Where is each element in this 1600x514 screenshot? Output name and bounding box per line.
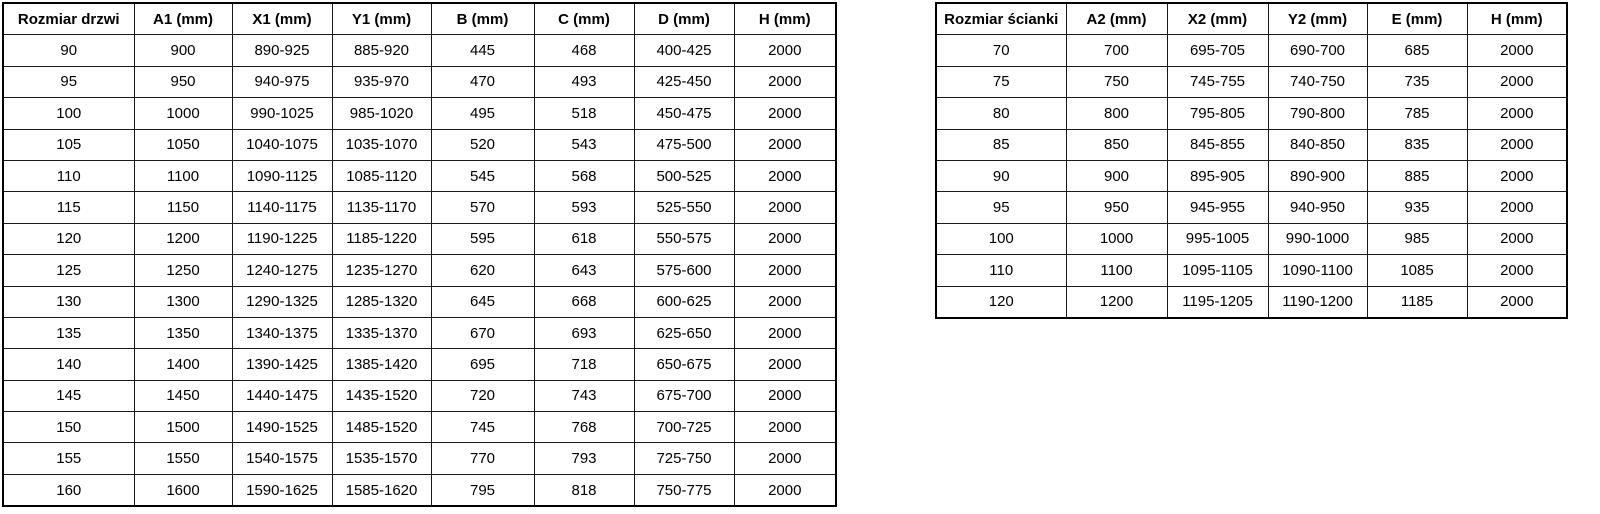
- table-cell: 500-525: [634, 160, 734, 191]
- table-cell: 945-955: [1167, 192, 1268, 223]
- table-cell: 845-855: [1167, 129, 1268, 160]
- table-cell: 1450: [134, 380, 232, 411]
- table-cell: 110: [936, 255, 1066, 286]
- table-cell: 2000: [1467, 35, 1567, 66]
- table-cell: 2000: [734, 349, 836, 380]
- table-row: [3, 66, 836, 97]
- table-cell: 818: [534, 474, 634, 506]
- table-cell: 890-900: [1268, 160, 1367, 191]
- table-cell: 935: [1367, 192, 1467, 223]
- table-cell: 1000: [1066, 223, 1167, 254]
- table-cell: 425-450: [634, 66, 734, 97]
- table-cell: 593: [534, 192, 634, 223]
- table-cell: 1250: [134, 255, 232, 286]
- table-cell: 125: [3, 255, 134, 286]
- table-cell: 80: [936, 98, 1066, 129]
- table-cell: 130: [3, 286, 134, 317]
- table-cell: 1185: [1367, 286, 1467, 318]
- table-cell: 1150: [134, 192, 232, 223]
- column-header: A1 (mm): [134, 3, 232, 35]
- table-row: [936, 286, 1567, 318]
- table-cell: 2000: [734, 443, 836, 474]
- table-cell: 1440-1475: [232, 380, 332, 411]
- table-cell: 1135-1170: [332, 192, 431, 223]
- column-header: X2 (mm): [1167, 3, 1268, 35]
- table-cell: 900: [134, 35, 232, 66]
- table-cell: 520: [431, 129, 534, 160]
- table-cell: 950: [1066, 192, 1167, 223]
- table-cell: 1435-1520: [332, 380, 431, 411]
- table-cell: 493: [534, 66, 634, 97]
- table-cell: 2000: [1467, 129, 1567, 160]
- table-cell: 695-705: [1167, 35, 1268, 66]
- table-cell: 795-805: [1167, 98, 1268, 129]
- table-cell: 570: [431, 192, 534, 223]
- table-cell: 650-675: [634, 349, 734, 380]
- column-header: Y2 (mm): [1268, 3, 1367, 35]
- table-cell: 1285-1320: [332, 286, 431, 317]
- table-cell: 1400: [134, 349, 232, 380]
- table-cell: 2000: [1467, 98, 1567, 129]
- table-cell: 470: [431, 66, 534, 97]
- table-cell: 1290-1325: [232, 286, 332, 317]
- table-cell: 725-750: [634, 443, 734, 474]
- table-cell: 495: [431, 98, 534, 129]
- table-cell: 670: [431, 317, 534, 348]
- table-cell: 768: [534, 412, 634, 443]
- table-cell: 985-1020: [332, 98, 431, 129]
- table-cell: 550-575: [634, 223, 734, 254]
- table-cell: 110: [3, 160, 134, 191]
- table-row: [3, 255, 836, 286]
- table-cell: 1390-1425: [232, 349, 332, 380]
- column-header: D (mm): [634, 3, 734, 35]
- table-cell: 1550: [134, 443, 232, 474]
- table-cell: 1490-1525: [232, 412, 332, 443]
- table-cell: 1185-1220: [332, 223, 431, 254]
- table-row: [3, 129, 836, 160]
- door-dimensions-table: [2, 2, 837, 507]
- table-cell: 150: [3, 412, 134, 443]
- table-cell: 1090-1100: [1268, 255, 1367, 286]
- table-cell: 1235-1270: [332, 255, 431, 286]
- table-row: [3, 443, 836, 474]
- table-cell: 1340-1375: [232, 317, 332, 348]
- table-cell: 1500: [134, 412, 232, 443]
- table-cell: 2000: [1467, 223, 1567, 254]
- table-row: [3, 192, 836, 223]
- table-cell: 600-625: [634, 286, 734, 317]
- table-cell: 695: [431, 349, 534, 380]
- table-cell: 785: [1367, 98, 1467, 129]
- table-cell: 885-920: [332, 35, 431, 66]
- table-cell: 575-600: [634, 255, 734, 286]
- table-cell: 1050: [134, 129, 232, 160]
- table-cell: 90: [3, 35, 134, 66]
- table-cell: 85: [936, 129, 1066, 160]
- table-cell: 693: [534, 317, 634, 348]
- table-cell: 115: [3, 192, 134, 223]
- table-cell: 1190-1225: [232, 223, 332, 254]
- table-row: [936, 223, 1567, 254]
- table-cell: 800: [1066, 98, 1167, 129]
- table-cell: 1085-1120: [332, 160, 431, 191]
- table-cell: 2000: [734, 380, 836, 411]
- table-cell: 1085: [1367, 255, 1467, 286]
- table-cell: 2000: [734, 474, 836, 506]
- table-cell: 718: [534, 349, 634, 380]
- table-cell: 2000: [734, 223, 836, 254]
- table-cell: 1200: [1066, 286, 1167, 318]
- table-cell: 75: [936, 66, 1066, 97]
- header-row: [936, 3, 1567, 35]
- table-cell: 1240-1275: [232, 255, 332, 286]
- table-cell: 400-425: [634, 35, 734, 66]
- table-cell: 2000: [1467, 160, 1567, 191]
- table-cell: 2000: [1467, 66, 1567, 97]
- table-cell: 1335-1370: [332, 317, 431, 348]
- table-cell: 995-1005: [1167, 223, 1268, 254]
- table-cell: 750: [1066, 66, 1167, 97]
- table-cell: 1485-1520: [332, 412, 431, 443]
- table-cell: 2000: [734, 35, 836, 66]
- table-cell: 1385-1420: [332, 349, 431, 380]
- table-cell: 685: [1367, 35, 1467, 66]
- table-row: [3, 380, 836, 411]
- table-cell: 940-975: [232, 66, 332, 97]
- table-cell: 645: [431, 286, 534, 317]
- table-cell: 890-925: [232, 35, 332, 66]
- table-cell: 675-700: [634, 380, 734, 411]
- table-cell: 2000: [734, 160, 836, 191]
- table-cell: 450-475: [634, 98, 734, 129]
- table-cell: 1040-1075: [232, 129, 332, 160]
- table-cell: 2000: [734, 98, 836, 129]
- table-cell: 105: [3, 129, 134, 160]
- table-cell: 2000: [1467, 286, 1567, 318]
- column-header: H (mm): [1467, 3, 1567, 35]
- table-cell: 793: [534, 443, 634, 474]
- table-row: [936, 160, 1567, 191]
- table-row: [3, 412, 836, 443]
- table-cell: 740-750: [1268, 66, 1367, 97]
- table-cell: 1140-1175: [232, 192, 332, 223]
- table-cell: 1000: [134, 98, 232, 129]
- table-row: [3, 98, 836, 129]
- table-cell: 2000: [1467, 192, 1567, 223]
- table-cell: 543: [534, 129, 634, 160]
- table-cell: 745-755: [1167, 66, 1268, 97]
- table-cell: 885: [1367, 160, 1467, 191]
- table-cell: 900: [1066, 160, 1167, 191]
- table-cell: 895-905: [1167, 160, 1268, 191]
- table-cell: 735: [1367, 66, 1467, 97]
- column-header: Rozmiar ścianki: [936, 3, 1066, 35]
- table-cell: 835: [1367, 129, 1467, 160]
- table-cell: 1190-1200: [1268, 286, 1367, 318]
- table-cell: 70: [936, 35, 1066, 66]
- table-cell: 1095-1105: [1167, 255, 1268, 286]
- table-cell: 595: [431, 223, 534, 254]
- table-cell: 1195-1205: [1167, 286, 1268, 318]
- table-cell: 1100: [134, 160, 232, 191]
- table-cell: 2000: [734, 317, 836, 348]
- table-cell: 1585-1620: [332, 474, 431, 506]
- table-cell: 120: [936, 286, 1066, 318]
- column-header: B (mm): [431, 3, 534, 35]
- table-cell: 2000: [734, 286, 836, 317]
- table-cell: 140: [3, 349, 134, 380]
- table-row: [3, 349, 836, 380]
- table-cell: 1200: [134, 223, 232, 254]
- table-cell: 643: [534, 255, 634, 286]
- table-cell: 1100: [1066, 255, 1167, 286]
- table-cell: 990-1000: [1268, 223, 1367, 254]
- table-row: [936, 192, 1567, 223]
- table-row: [936, 98, 1567, 129]
- table-cell: 160: [3, 474, 134, 506]
- table-cell: 475-500: [634, 129, 734, 160]
- table-cell: 720: [431, 380, 534, 411]
- table-row: [936, 66, 1567, 97]
- table-cell: 525-550: [634, 192, 734, 223]
- table-cell: 1090-1125: [232, 160, 332, 191]
- table-cell: 145: [3, 380, 134, 411]
- table-cell: 135: [3, 317, 134, 348]
- table-cell: 445: [431, 35, 534, 66]
- table-cell: 2000: [1467, 255, 1567, 286]
- table-cell: 90: [936, 160, 1066, 191]
- table-row: [3, 474, 836, 506]
- table-cell: 1300: [134, 286, 232, 317]
- table-cell: 700: [1066, 35, 1167, 66]
- column-header: C (mm): [534, 3, 634, 35]
- table-cell: 795: [431, 474, 534, 506]
- table-cell: 468: [534, 35, 634, 66]
- table-cell: 1535-1570: [332, 443, 431, 474]
- table-cell: 668: [534, 286, 634, 317]
- table-cell: 2000: [734, 66, 836, 97]
- column-header: A2 (mm): [1066, 3, 1167, 35]
- table-cell: 518: [534, 98, 634, 129]
- column-header: E (mm): [1367, 3, 1467, 35]
- table-cell: 840-850: [1268, 129, 1367, 160]
- table-cell: 568: [534, 160, 634, 191]
- table-cell: 743: [534, 380, 634, 411]
- table-cell: 700-725: [634, 412, 734, 443]
- table-cell: 100: [936, 223, 1066, 254]
- table-cell: 1540-1575: [232, 443, 332, 474]
- table-cell: 745: [431, 412, 534, 443]
- table-cell: 790-800: [1268, 98, 1367, 129]
- table-row: [3, 223, 836, 254]
- table-cell: 2000: [734, 192, 836, 223]
- table-cell: 770: [431, 443, 534, 474]
- table-cell: 750-775: [634, 474, 734, 506]
- table-cell: 545: [431, 160, 534, 191]
- table-cell: 2000: [734, 412, 836, 443]
- table-cell: 155: [3, 443, 134, 474]
- table-cell: 625-650: [634, 317, 734, 348]
- table-cell: 2000: [734, 129, 836, 160]
- table-cell: 990-1025: [232, 98, 332, 129]
- table-cell: 2000: [734, 255, 836, 286]
- table-row: [936, 35, 1567, 66]
- table-cell: 95: [3, 66, 134, 97]
- table-row: [3, 286, 836, 317]
- wall-panel-dimensions-table: [935, 2, 1568, 319]
- table-cell: 950: [134, 66, 232, 97]
- table-cell: 620: [431, 255, 534, 286]
- table-cell: 690-700: [1268, 35, 1367, 66]
- table-cell: 618: [534, 223, 634, 254]
- table-cell: 1600: [134, 474, 232, 506]
- table-cell: 940-950: [1268, 192, 1367, 223]
- table-cell: 850: [1066, 129, 1167, 160]
- table-cell: 1035-1070: [332, 129, 431, 160]
- header-row: [3, 3, 836, 35]
- column-header: Y1 (mm): [332, 3, 431, 35]
- table-cell: 1590-1625: [232, 474, 332, 506]
- table-cell: 935-970: [332, 66, 431, 97]
- table-row: [936, 129, 1567, 160]
- table-row: [3, 160, 836, 191]
- table-row: [3, 35, 836, 66]
- table-row: [3, 317, 836, 348]
- column-header: H (mm): [734, 3, 836, 35]
- column-header: Rozmiar drzwi: [3, 3, 134, 35]
- table-row: [936, 255, 1567, 286]
- table-cell: 985: [1367, 223, 1467, 254]
- table-cell: 120: [3, 223, 134, 254]
- table-cell: 95: [936, 192, 1066, 223]
- column-header: X1 (mm): [232, 3, 332, 35]
- table-cell: 100: [3, 98, 134, 129]
- table-cell: 1350: [134, 317, 232, 348]
